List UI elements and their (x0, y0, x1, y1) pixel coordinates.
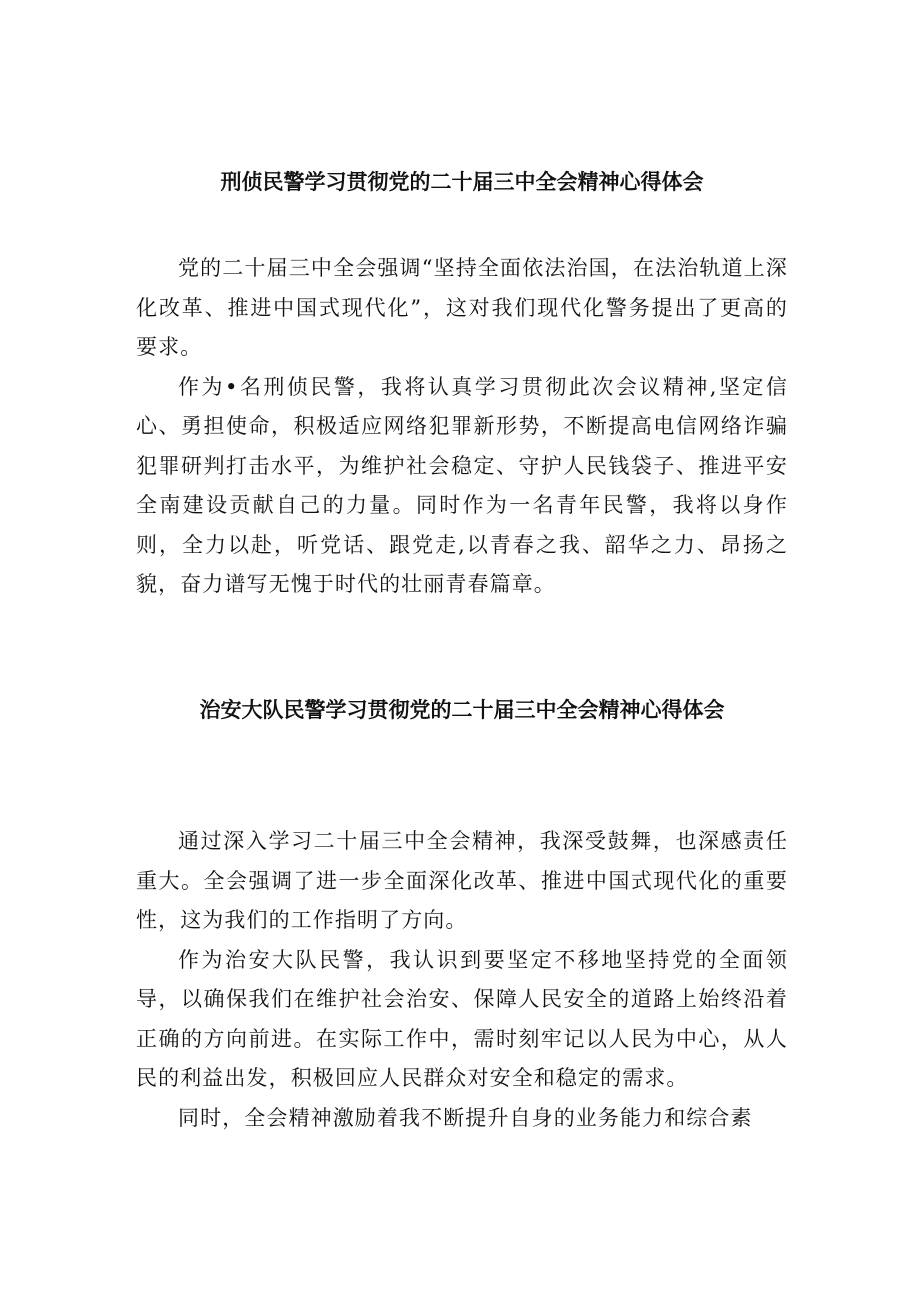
paragraph: 作为治安大队民警，我认识到要坚定不移地坚持党的全面领导，以确保我们在维护社会治安、保障人民安全的道路上始终沿着正确的方向前进。在实际工作中，需时刻牢记以人民为中心，从人民的利益出发，积极回应人民群众对安全和稳定的需求。 (136, 947, 788, 1090)
section-title-2: 治安大队民警学习贯彻党的二十届三中全会精神心得体会 (199, 698, 725, 722)
paragraph: 同时，全会精神激励着我不断提升自身的业务能力和综合素 (178, 1105, 753, 1130)
section-body-2 (136, 822, 788, 1138)
section-body-1 (136, 249, 788, 605)
section-title-1: 刑侦民警学习贯彻党的二十届三中全会精神心得体会 (220, 170, 704, 194)
paragraph: 党的二十届三中全会强调“坚持全面依法治国，在法治轨道上深化改革、推进中国式现代化”，这对我们现代化警务提出了更高的要求。 (136, 256, 788, 359)
paragraph: 作为•名刑侦民警，我将认真学习贯彻此次会议精神,坚定信心、勇担使命，积极适应网络犯罪新形势，不断提高电信网络诈骗犯罪研判打击水平，为维护社会稳定、守护人民钱袋子、推进平安全南建设贡献自己的力量。同时作为一名青年民警，我将以身作则，全力以赴，听党话、跟党走,以青春之我、韶华之力、昂扬之貌，奋力谱写无愧于时代的壮丽青春篇章。 (136, 374, 788, 596)
paragraph: 通过深入学习二十届三中全会精神，我深受鼓舞，也深感责任重大。全会强调了进一步全面深化改革、推进中国式现代化的重要性，这为我们的工作指明了方向。 (136, 829, 788, 932)
